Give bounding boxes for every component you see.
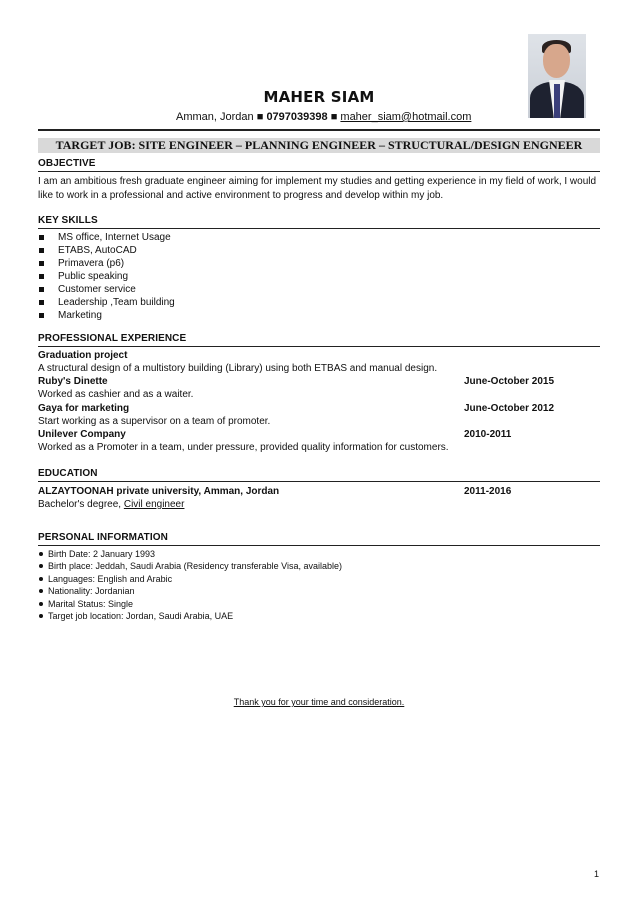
section-title-education: EDUCATION [38,468,98,479]
section-title-skills: KEY SKILLS [38,215,98,226]
closing-note: Thank you for your time and consideration. [233,697,405,707]
section-divider [38,171,600,172]
list-item: ETABS, AutoCAD [38,244,175,257]
list-item: Primavera (p6) [38,257,175,270]
section-divider [38,228,600,229]
list-item: Marital Status: Single [38,598,342,610]
education-institution: ALZAYTOONAH private university, Amman, Jordan [38,486,280,497]
experience-heading: Graduation project [38,350,128,361]
separator-icon: ■ [256,111,264,123]
contact-line [176,111,471,123]
page-number: 1 [594,869,600,879]
list-item: Birth place: Jeddah, Saudi Arabia (Residency transferable Visa, available) [38,560,342,572]
section-divider [38,481,600,482]
section-divider [38,346,600,347]
experience-desc: Worked as cashier and as a waiter. [38,389,194,400]
degree-field: Civil engineer [123,499,185,510]
list-item: MS office, Internet Usage [38,231,175,244]
experience-heading: Ruby's Dinette [38,376,108,387]
experience-row [38,375,600,388]
experience-row [38,428,600,441]
target-job-banner: TARGET JOB: SITE ENGINEER – PLANNING ENGINEER – STRUCTURAL/DESIGN ENGNEER [38,138,600,153]
skills-list [38,231,175,322]
education-date: 2011-2016 [464,486,512,497]
experience-heading: Unilever Company [38,429,126,440]
email-link[interactable]: maher_siam@hotmail.com [340,111,472,123]
list-item: Birth Date: 2 January 1993 [38,548,342,560]
phone: 0797039398 [266,111,328,123]
education-row [38,485,600,498]
list-item: Customer service [38,283,175,296]
education-degree: Bachelor's degree, Civil engineer [38,499,185,510]
candidate-name: MAHER SIAM [263,88,375,106]
objective-text: I am an ambitious fresh graduate engineer aiming for implement my studies and getting experience in my field of work, I would like to work in a professional and active environment to progress and develop within my job. [38,176,597,201]
experience-date: June-October 2015 [464,376,555,387]
list-item: Public speaking [38,270,175,283]
section-divider [38,545,600,546]
section-title-experience: PROFESSIONAL EXPERIENCE [38,333,187,344]
experience-desc: A structural design of a multistory building (Library) using both ETBAS and manual design. [38,363,438,374]
personal-info-list [38,548,342,622]
experience-date: 2010-2011 [464,429,512,440]
list-item: Leadership ,Team building [38,296,175,309]
separator-icon: ■ [330,111,338,123]
list-item: Nationality: Jordanian [38,585,342,597]
location: Amman, Jordan [176,111,254,123]
experience-desc: Worked as a Promoter in a team, under pressure, provided quality information for customers. [38,442,449,453]
list-item: Target job location: Jordan, Saudi Arabia, UAE [38,610,342,622]
experience-row [38,402,600,415]
section-title-personal: PERSONAL INFORMATION [38,532,168,543]
section-title-objective: OBJECTIVE [38,158,96,169]
list-item: Marketing [38,309,175,322]
experience-desc: Start working as a supervisor on a team of promoter. [38,416,271,427]
header-divider [38,129,600,131]
list-item: Languages: English and Arabic [38,573,342,585]
experience-date: June-October 2012 [464,403,555,414]
experience-heading: Gaya for marketing [38,403,130,414]
